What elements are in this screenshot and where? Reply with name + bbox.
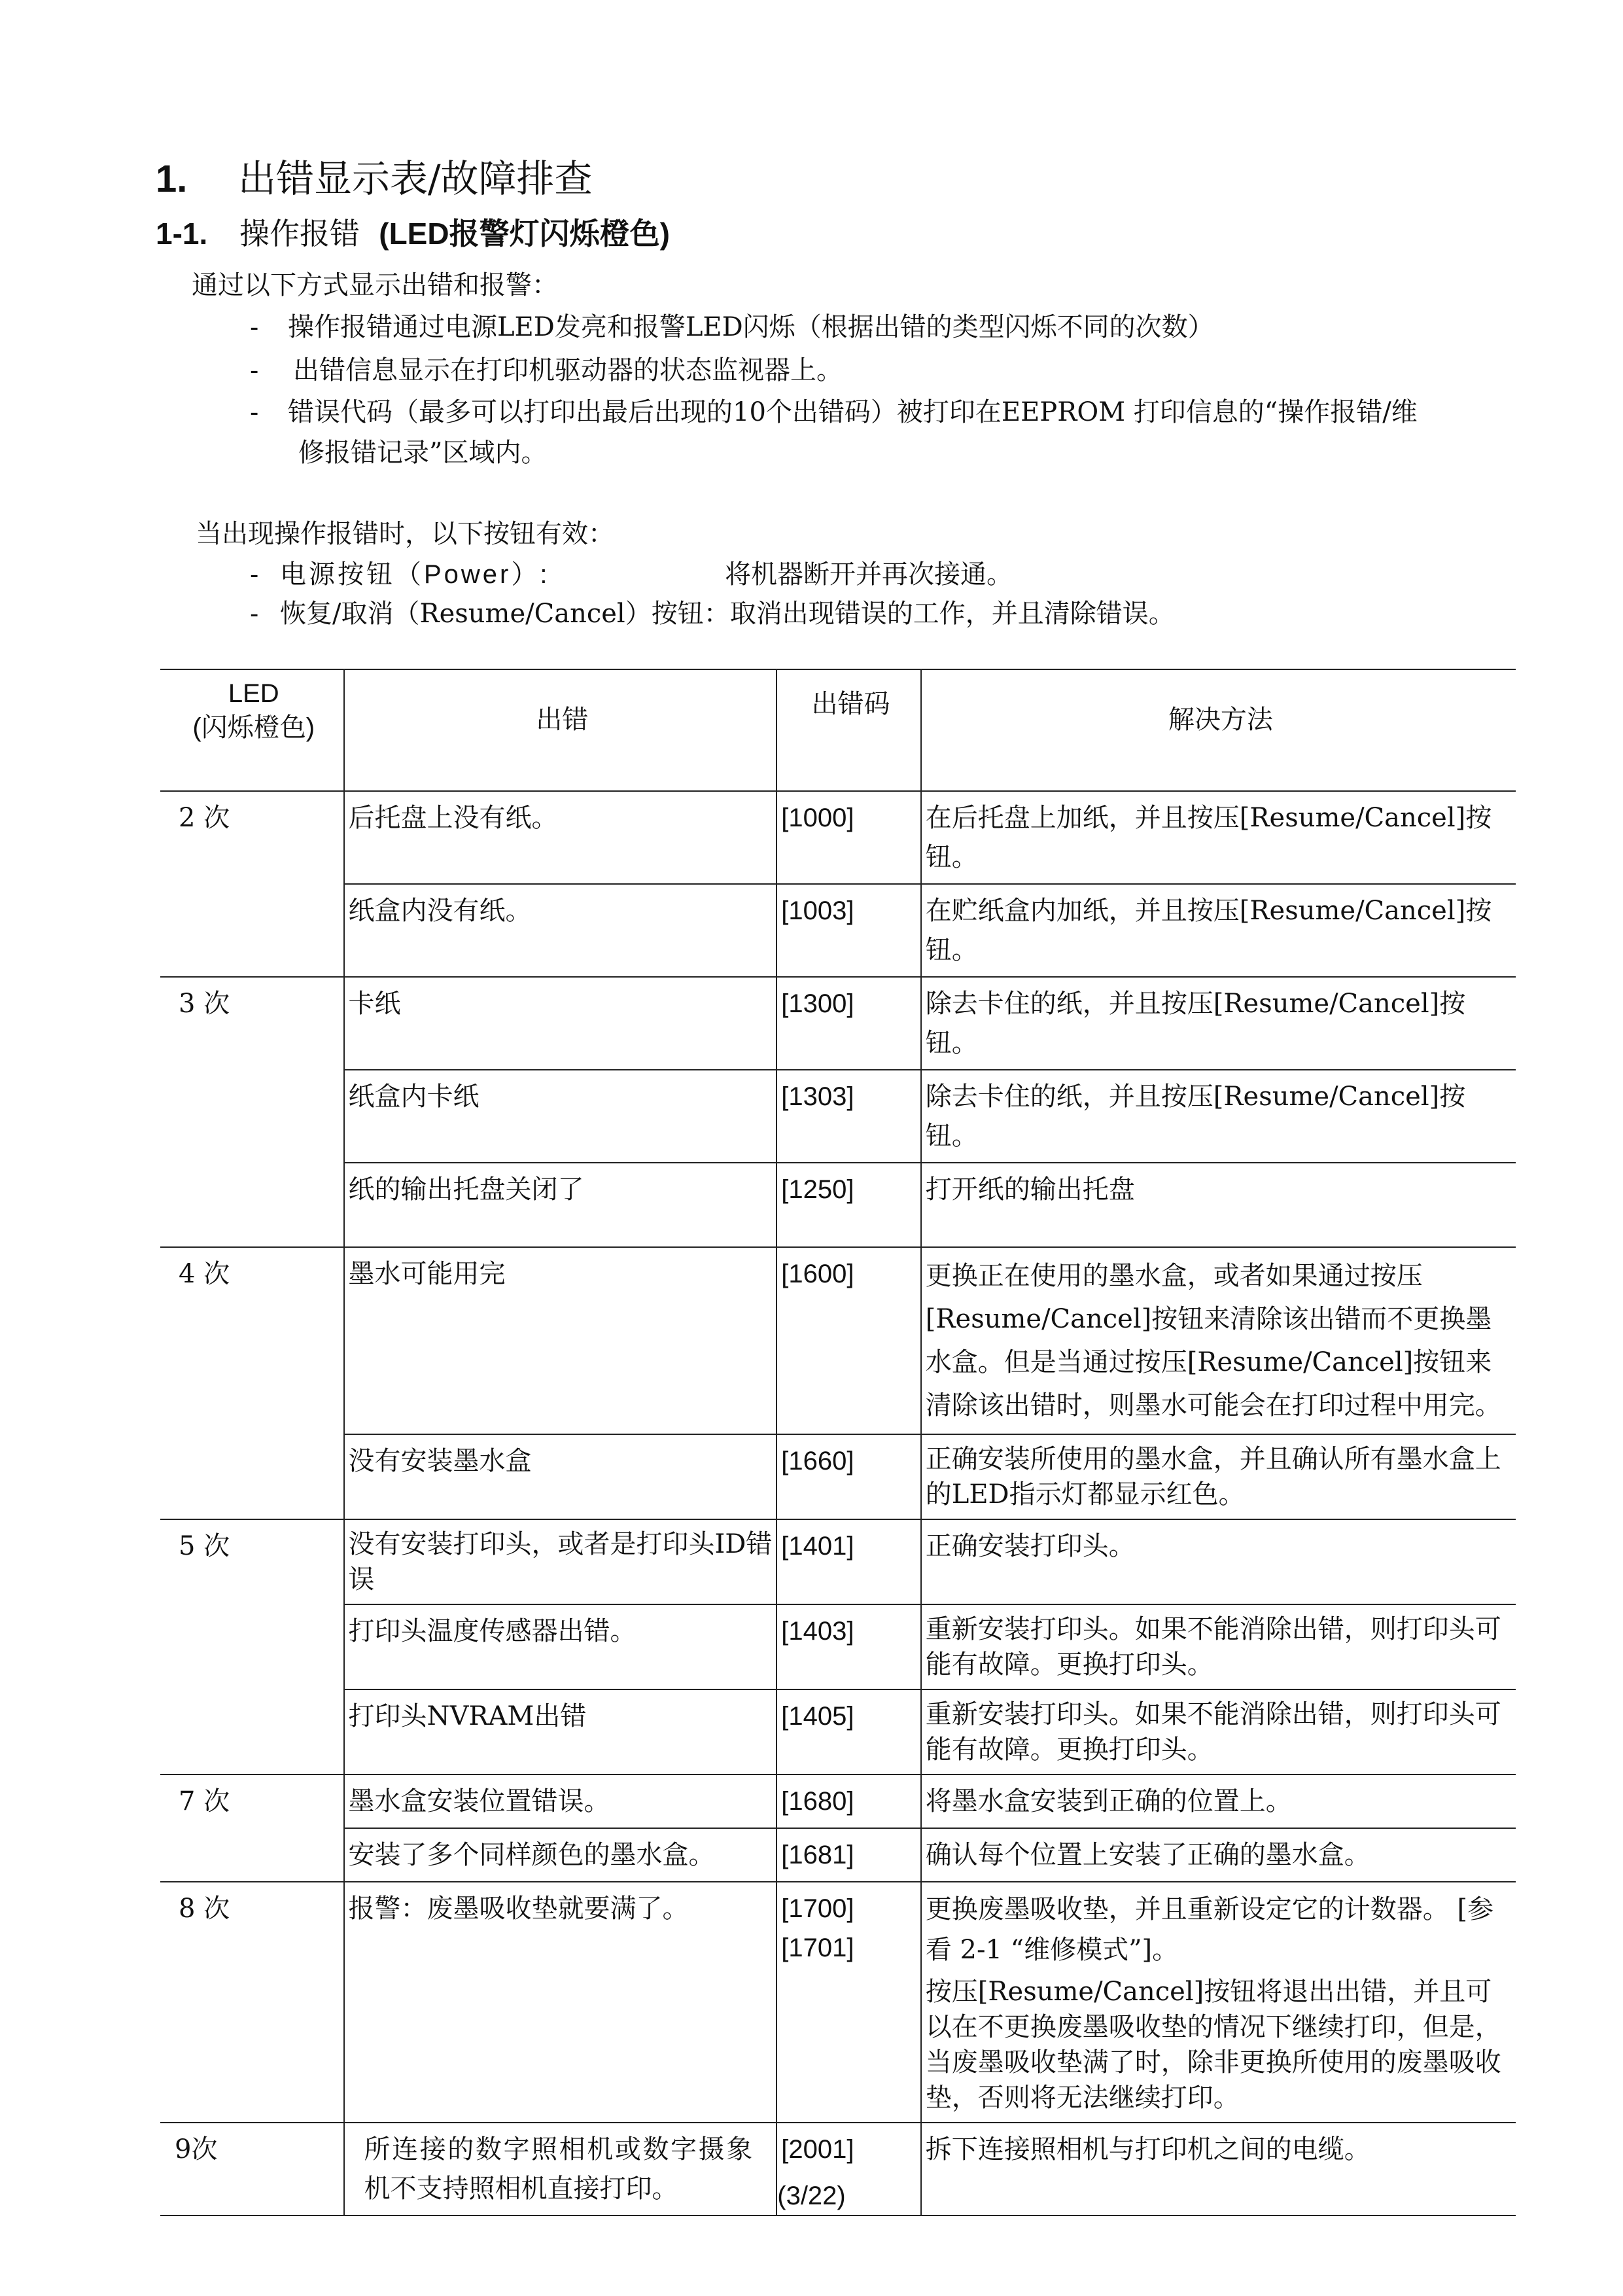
solution-cell: 除去卡住的纸，并且按压[Resume/Cancel]按钮。 — [921, 1070, 1516, 1163]
header-led: LED (闪烁橙色) — [160, 669, 344, 791]
subsection-heading — [156, 215, 670, 253]
error-cell: 所连接的数字照相机或数字摄象机不支持照相机直接打印。 — [344, 2123, 777, 2216]
led-cell: 9次 — [160, 2123, 344, 2216]
led-cell — [160, 1828, 344, 1882]
led-cell: 7 次 — [160, 1775, 344, 1828]
table-row — [160, 884, 1516, 977]
subsection-title: 操作报错 — [239, 216, 360, 251]
error-cell: 纸盒内卡纸 — [344, 1070, 777, 1163]
solution-cell: 将墨水盒安装到正确的位置上。 — [921, 1775, 1516, 1828]
code-cell: [2001] — [777, 2123, 921, 2216]
led-cell — [160, 1604, 344, 1689]
table-row — [160, 977, 1516, 1070]
code-cell: [1250] — [777, 1163, 921, 1247]
table-row — [160, 1604, 1516, 1689]
error-cell: 报警：废墨吸收垫就要满了。 — [344, 1882, 777, 2123]
intro-text: 通过以下方式显示出错和报警： — [192, 270, 558, 300]
led-cell — [160, 1434, 344, 1519]
subsection-number: 1-1. — [156, 217, 208, 251]
section-heading — [156, 156, 593, 202]
solution-cell: 重新安装打印头。如果不能消除出错，则打印头可能有故障。更换打印头。 — [921, 1689, 1516, 1775]
bullet-item: - 错误代码（最多可以打印出最后出现的10个出错码）被打印在EEPROM 打印信息的“操作报错/维 — [250, 397, 1418, 427]
section-title: 出错显示表/故障排查 — [238, 156, 593, 201]
solution-cell: 确认每个位置上安装了正确的墨水盒。 — [921, 1828, 1516, 1882]
code-cell: [1003] — [777, 884, 921, 977]
table-row — [160, 1828, 1516, 1882]
table-row — [160, 791, 1516, 884]
subsection-subtitle: (LED报警灯闪烁橙色) — [379, 217, 670, 251]
table-row — [160, 1434, 1516, 1519]
table-row — [160, 1689, 1516, 1775]
table-row — [160, 1519, 1516, 1604]
error-cell: 安装了多个同样颜色的墨水盒。 — [344, 1828, 777, 1882]
solution-cell: 正确安装打印头。 — [921, 1519, 1516, 1604]
code-cell: [1600] — [777, 1247, 921, 1434]
error-cell: 没有安装打印头，或者是打印头ID错误 — [344, 1519, 777, 1604]
header-code: 出错码 — [777, 669, 921, 791]
led-cell: 5 次 — [160, 1519, 344, 1604]
led-cell — [160, 884, 344, 977]
solution-cell: 正确安装所使用的墨水盒，并且确认所有墨水盒上的LED指示灯都显示红色。 — [921, 1434, 1516, 1519]
table-row — [160, 1070, 1516, 1163]
solution-cell: 更换正在使用的墨水盒，或者如果通过按压[Resume/Cancel]按钮来清除该出错而不更换墨水盒。但是当通过按压[Resume/Cancel]按钮来清除该出错时，则墨水可能会在打印过程中用完。 — [921, 1247, 1516, 1434]
section-number: 1. — [156, 158, 188, 200]
error-cell: 纸盒内没有纸。 — [344, 884, 777, 977]
led-cell — [160, 1070, 344, 1163]
table-header-row — [160, 669, 1516, 791]
button-item-resume: - 恢复/取消（Resume/Cancel）按钮：取消出现错误的工作，并且清除错误。 — [250, 599, 1175, 629]
code-cell: [1303] — [777, 1070, 921, 1163]
code-cell: [1660] — [777, 1434, 921, 1519]
code-cell: [1000] — [777, 791, 921, 884]
error-cell: 打印头温度传感器出错。 — [344, 1604, 777, 1689]
error-cell: 墨水可能用完 — [344, 1247, 777, 1434]
header-solution: 解决方法 — [921, 669, 1516, 791]
error-cell: 打印头NVRAM出错 — [344, 1689, 777, 1775]
solution-cell: 除去卡住的纸，并且按压[Resume/Cancel]按钮。 — [921, 977, 1516, 1070]
code-cell: [1680] — [777, 1775, 921, 1828]
error-cell: 卡纸 — [344, 977, 777, 1070]
button-item-power: - 电源按钮（Power）: — [250, 560, 550, 589]
button-item-power-desc: 将机器断开并再次接通。 — [725, 559, 1013, 590]
code-cell: [1700] [1701] — [777, 1882, 921, 2123]
solution-cell: 打开纸的输出托盘 — [921, 1163, 1516, 1247]
led-cell — [160, 1689, 344, 1775]
led-cell: 3 次 — [160, 977, 344, 1070]
table-row — [160, 1247, 1516, 1434]
table-row — [160, 1775, 1516, 1828]
bullet-item: - 出错信息显示在打印机驱动器的状态监视器上。 — [250, 355, 843, 385]
solution-cell: 更换废墨吸收垫，并且重新设定它的计数器。 [参看 2-1 “维修模式”]。 按压[Resume/Cancel]按钮将退出出错，并且可以在不更换废墨吸收垫的情况下继续打印，但是，当废墨吸收垫满了时，除非更换所使用的废墨吸收垫，否则将无法继续打印。 — [921, 1882, 1516, 2123]
solution-cell: 拆下连接照相机与打印机之间的电缆。 — [921, 2123, 1516, 2216]
led-cell — [160, 1163, 344, 1247]
code-cell: [1401] — [777, 1519, 921, 1604]
solution-cell: 在贮纸盒内加纸，并且按压[Resume/Cancel]按钮。 — [921, 884, 1516, 977]
error-cell: 墨水盒安装位置错误。 — [344, 1775, 777, 1828]
code-cell: [1403] — [777, 1604, 921, 1689]
error-cell: 纸的输出托盘关闭了 — [344, 1163, 777, 1247]
code-cell: [1405] — [777, 1689, 921, 1775]
bullet-continuation: 修报错记录”区域内。 — [298, 438, 548, 468]
bullet-item: - 操作报错通过电源LED发亮和报警LED闪烁（根据出错的类型闪烁不同的次数） — [250, 312, 1214, 342]
table-row — [160, 1882, 1516, 2123]
error-cell: 后托盘上没有纸。 — [344, 791, 777, 884]
page-number: (3/22) — [777, 2181, 846, 2210]
solution-cell: 在后托盘上加纸，并且按压[Resume/Cancel]按钮。 — [921, 791, 1516, 884]
code-cell: [1300] — [777, 977, 921, 1070]
header-error: 出错 — [344, 669, 777, 791]
error-cell: 没有安装墨水盒 — [344, 1434, 777, 1519]
buttons-intro: 当出现操作报错时，以下按钮有效： — [196, 519, 614, 549]
code-cell: [1681] — [777, 1828, 921, 1882]
solution-cell: 重新安装打印头。如果不能消除出错，则打印头可能有故障。更换打印头。 — [921, 1604, 1516, 1689]
table-row — [160, 1163, 1516, 1247]
led-cell: 2 次 — [160, 791, 344, 884]
error-table — [160, 669, 1516, 2216]
led-cell: 8 次 — [160, 1882, 344, 2123]
led-cell: 4 次 — [160, 1247, 344, 1434]
